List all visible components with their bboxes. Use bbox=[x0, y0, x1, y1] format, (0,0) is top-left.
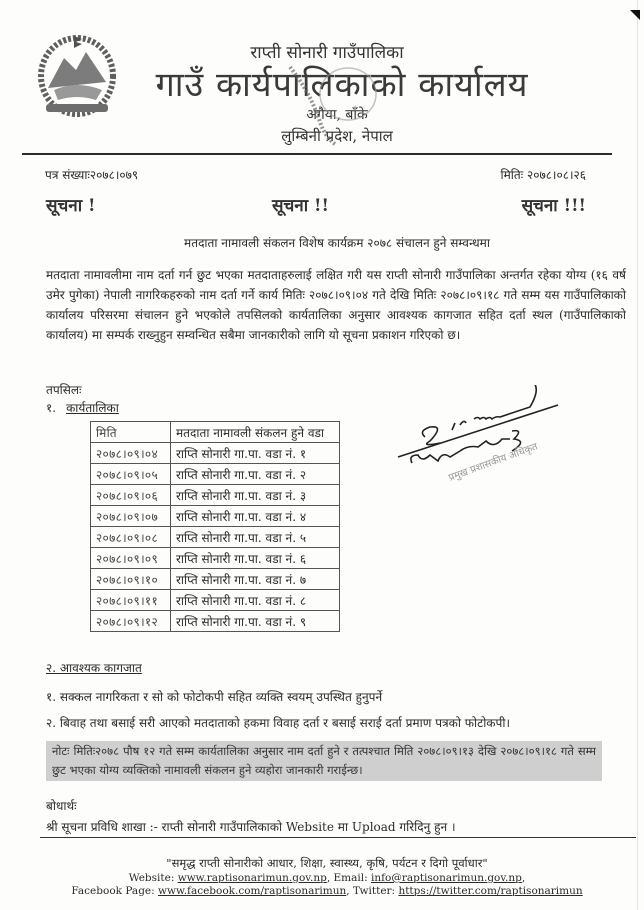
office-title: गाउँ कार्यपालिकाको कार्यालय bbox=[155, 65, 529, 105]
schedule-ward: राप्ति सोनारी गा.पा. वडा नं. २ bbox=[171, 464, 340, 485]
letter-number: पत्र संख्याः२०७८।०७९ bbox=[45, 168, 139, 182]
stamp-text: प्रमुख प्रशासकीय अधिकृत bbox=[447, 441, 540, 484]
schedule-date: २०७८।०९।०७ bbox=[91, 506, 171, 527]
notice-subject: मतदाता नामावली संकलन विशेष कार्यक्रम २०७८ संचालन हुने सम्वन्धमा bbox=[184, 236, 490, 250]
twitter-label: , Twitter: bbox=[346, 885, 399, 897]
facebook-link[interactable]: www.facebook.com/raptisonarimun bbox=[158, 885, 347, 897]
schedule-ward: राप्ति सोनारी गा.पा. वडा नं. ८ bbox=[171, 590, 340, 611]
section-number: १. bbox=[46, 401, 57, 415]
footer-contact-line-1 bbox=[0, 872, 644, 884]
schedule-ward: राप्ति सोनारी गा.पा. वडा नं. ९ bbox=[171, 611, 340, 632]
website-label: Website: bbox=[128, 872, 178, 884]
schedule-date: २०७८।०९।१२ bbox=[91, 611, 171, 632]
schedule-ward: राप्ति सोनारी गा.पा. वडा नं. ३ bbox=[171, 485, 340, 506]
email-link[interactable]: info@raptisonarimun.gov.np bbox=[370, 872, 522, 884]
schedule-date: २०७८।०९।०४ bbox=[91, 443, 171, 464]
footer-motto: "समृद्ध राप्ती सोनारीको आधार, शिक्षा, स्वास्थ्य, कृषि, पर्यटन र दिगो पूर्वाधार" bbox=[166, 856, 488, 870]
notice-label-1: सूचना ! bbox=[46, 196, 96, 216]
scan-corner-mark bbox=[630, 10, 640, 20]
facebook-label: Facebook Page: bbox=[71, 885, 158, 897]
schedule-ward: राप्ति सोनारी गा.पा. वडा नं. ४ bbox=[171, 506, 340, 527]
municipality-name: राप्ती सोनारी गाउँपालिका bbox=[250, 43, 404, 63]
table-row bbox=[91, 611, 340, 632]
document-item-1: १. सक्कल नागरिकता र सो को फोटोकपी सहित व्यक्ति स्वयम् उपस्थित हुनुपर्ने bbox=[46, 690, 383, 704]
schedule-ward: राप्ति सोनारी गा.पा. वडा नं. १ bbox=[171, 443, 340, 464]
notice-label-2: सूचना !! bbox=[272, 196, 329, 216]
official-stamp bbox=[280, 62, 390, 147]
schedule-date: २०७८।०९।०५ bbox=[91, 464, 171, 485]
table-header-row bbox=[91, 422, 340, 443]
header-date: मिति bbox=[91, 422, 171, 443]
section-title: कार्यतालिका bbox=[66, 401, 119, 415]
letter-date: मितिः २०७८।०८।२६ bbox=[500, 168, 586, 182]
table-row bbox=[91, 506, 340, 527]
footer-divider bbox=[40, 837, 636, 838]
note-box: नोटः मितिः२०७८ पौष १२ गते सम्म कार्यतालिका अनुसार नाम दर्ता हुने र तत्पश्चात मिति २०७८।०९।१३ देखि २०७८।०९।१८ गते सम्म छुट भएका योग्य व्यक्तिको नामावली संकलन हुने व्यहोरा जानकारी गराईन्छ। bbox=[46, 741, 602, 781]
table-row bbox=[91, 548, 340, 569]
schedule-table bbox=[90, 421, 340, 632]
table-row bbox=[91, 527, 340, 548]
schedule-ward: राप्ति सोनारी गा.पा. वडा नं. ५ bbox=[171, 527, 340, 548]
information-label: बोधार्थः bbox=[46, 799, 77, 813]
website-link[interactable]: www.raptisonarimun.gov.np bbox=[177, 872, 327, 884]
details-label: तपसिलः bbox=[46, 383, 82, 397]
twitter-link[interactable]: https://twitter.com/raptisonarimun bbox=[398, 885, 583, 897]
email-label: , Email: bbox=[326, 872, 371, 884]
information-line: श्री सूचना प्रविधि शाखा :- राप्ती सोनारी गाउँपालिकाको Website मा Upload गरिदिनु हुन । bbox=[46, 820, 456, 834]
schedule-date: २०७८।०९।१० bbox=[91, 569, 171, 590]
schedule-date: २०७८।०९।०८ bbox=[91, 527, 171, 548]
header-divider bbox=[22, 153, 612, 155]
schedule-ward: राप्ति सोनारी गा.पा. वडा नं. ७ bbox=[171, 569, 340, 590]
schedule-date: २०७८।०९।११ bbox=[91, 590, 171, 611]
table-row bbox=[91, 590, 340, 611]
section-schedule-heading bbox=[46, 399, 119, 416]
header-ward: मतदाता नामावली संकलन हुने वडा bbox=[171, 422, 340, 443]
email-suffix: , bbox=[521, 872, 526, 884]
document-item-2: २. बिवाह तथा बसाई सरी आएको मतदाताको हकमा विवाह दर्ता र बसाई सराई दर्ता प्रमाण पत्रको फोटोकपी। bbox=[46, 716, 510, 730]
table-row bbox=[91, 485, 340, 506]
schedule-date: २०७८।०९।०९ bbox=[91, 548, 171, 569]
schedule-ward: राप्ति सोनारी गा.पा. वडा नं. ६ bbox=[171, 548, 340, 569]
notice-label-3: सूचना !!! bbox=[521, 196, 586, 216]
table-row bbox=[91, 569, 340, 590]
office-location: अगैया, बाँके bbox=[306, 107, 368, 123]
schedule-date: २०७८।०९।०६ bbox=[91, 485, 171, 506]
notice-body: मतदाता नामावलीमा नाम दर्ता गर्न छुट भएका मतदाताहरुलाई लक्षित गरी यस राप्ती सोनारी गाउँपालिका अन्तर्गत रहेका योग्य (१६ वर्ष उमेर पुगेका) नेपाली नागरिकहरुको नाम दर्ता गर्ने कार्य मितिः २०७८।०९।०४ गते देखि मितिः २०७८।०९।१८ गते सम्म यस गाउँपालिकाको कार्यालय परिसरमा संचालन हुने भएकोले तपसिलको कार्यतालिका अनुसार आवश्यक कागजात सहित दर्ता स्थल (गाउँपालिकाको कार्यालय) मा सम्पर्क राख्नुहुन सम्वन्धित सबैमा जानकारीको लागि यो सूचना प्रकाशन गरिएको छ। bbox=[46, 268, 626, 342]
section-documents-heading: २. आवश्यक कागजात bbox=[46, 661, 142, 675]
signature bbox=[390, 385, 580, 495]
table-row bbox=[91, 464, 340, 485]
province-country: लुम्बिनी प्रदेश, नेपाल bbox=[281, 127, 393, 145]
footer-contact-line-2 bbox=[0, 885, 644, 897]
table-row bbox=[91, 443, 340, 464]
